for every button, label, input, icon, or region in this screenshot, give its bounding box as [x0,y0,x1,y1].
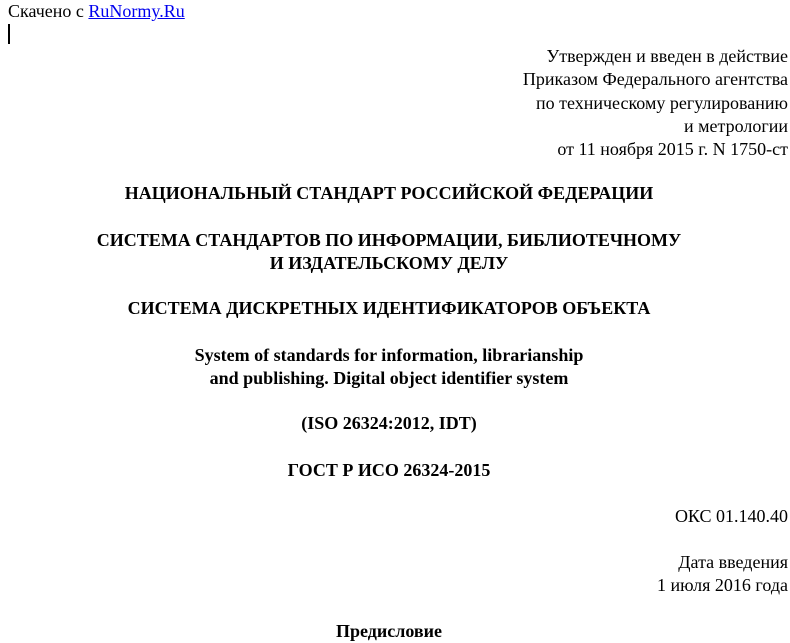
approval-line: от 11 ноября 2015 г. N 1750-ст [557,139,788,160]
effective-date-value: 1 июля 2016 года [657,575,788,595]
national-standard-title [0,182,784,205]
title-line: and publishing. Digital object identifier system [209,368,569,388]
text-cursor [8,24,10,44]
approval-line: Приказом Федерального агентства [522,69,788,90]
title-line: НАЦИОНАЛЬНЫЙ СТАНДАРТ РОССИЙСКОЙ ФЕДЕРАЦИИ [124,183,654,203]
approval-line: и метрологии [684,115,788,136]
preface-heading [0,620,784,643]
title-line: И ИЗДАТЕЛЬСКОМУ ДЕЛУ [269,253,509,273]
doi-system-title [0,297,784,320]
title-line: System of standards for information, librarianship [194,345,584,365]
english-title [0,344,784,390]
iso-ref-text: (ISO 26324:2012, IDT) [301,413,477,433]
preface-heading-text: Предисловие [336,621,442,641]
system-standards-title [0,229,784,275]
approval-line: по техническому регулированию [535,92,788,113]
gost-code [0,459,784,482]
approval-line: Утвержден и введен в действие [546,46,788,66]
gost-code-text: ГОСТ Р ИСО 26324-2015 [287,460,491,480]
oks-code: ОКС 01.140.40 [674,506,788,526]
title-line: СИСТЕМА СТАНДАРТОВ ПО ИНФОРМАЦИИ, БИБЛИОТЕЧНОМУ [96,230,682,250]
effective-date-block [657,551,788,597]
effective-date-label: Дата введения [678,552,788,572]
source-line [8,0,185,22]
source-link[interactable]: RuNormy.Ru [88,1,185,21]
title-line: СИСТЕМА ДИСКРЕТНЫХ ИДЕНТИФИКАТОРОВ ОБЪЕКТА [127,298,651,318]
source-prefix: Скачено с [8,1,84,21]
iso-reference [0,412,784,435]
approval-block [523,45,788,161]
